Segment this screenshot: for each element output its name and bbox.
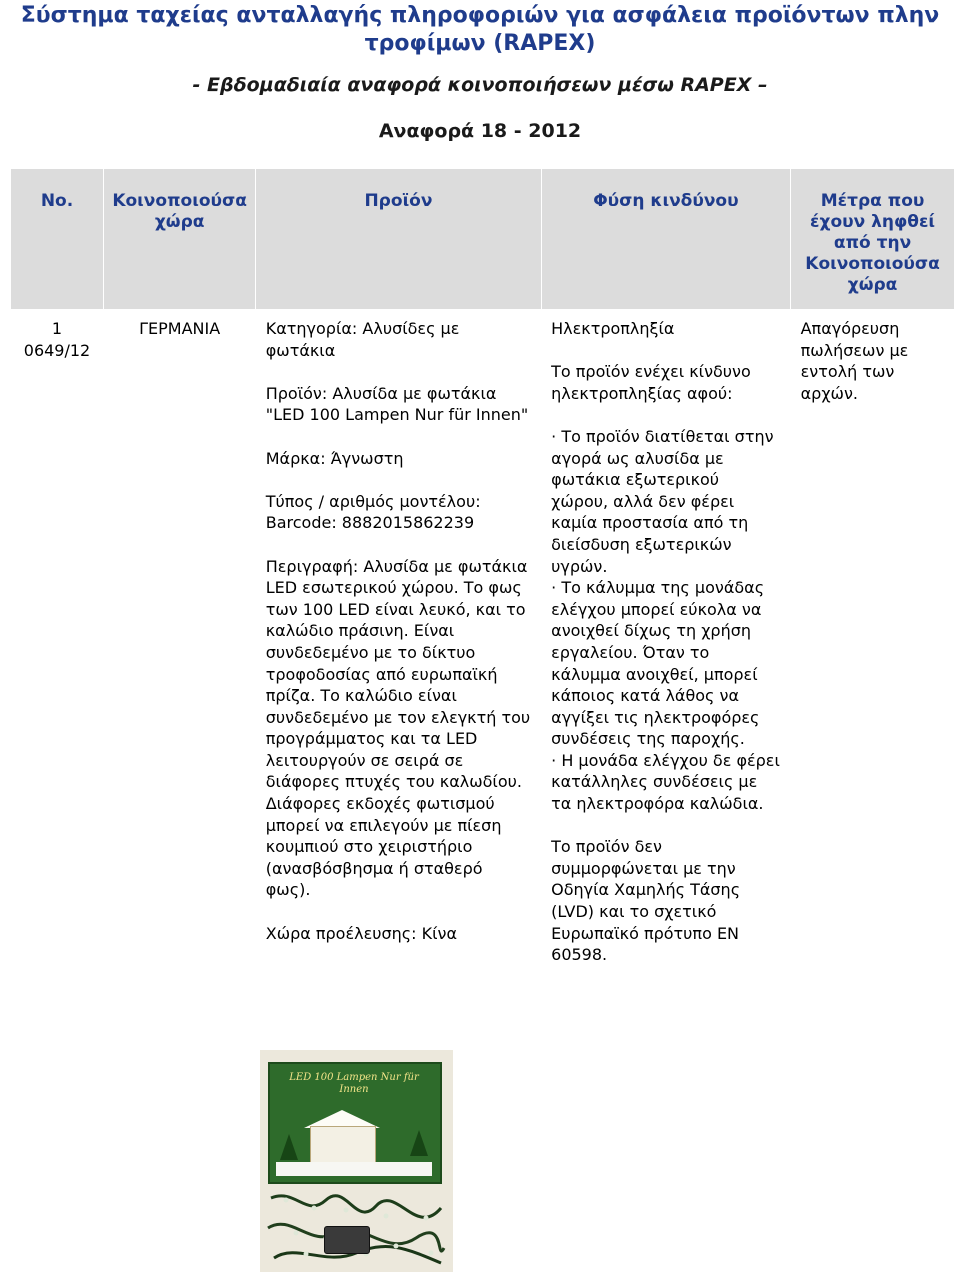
column-header-product: Προϊόν (256, 169, 541, 310)
risk-intro: Το προϊόν ενέχει κίνδυνο ηλεκτροπληξίας αφού: (551, 362, 751, 403)
page-title: Σύστημα ταχείας ανταλλαγής πληροφοριών για ασφάλεια προϊόντων πλην τροφίμων (RAPEX) (20, 3, 940, 56)
controller-adapter-icon (324, 1226, 370, 1254)
row-reference: 0649/12 (23, 340, 91, 360)
risk-type: Ηλεκτροπληξία (551, 319, 675, 338)
measures-taken: Απαγόρευση πωλήσεων με εντολή των αρχών. (800, 319, 909, 403)
cell-measures (791, 310, 955, 988)
tree-icon (410, 1130, 428, 1156)
table-row (11, 310, 955, 988)
product-box-label: LED 100 Lampen Nur für Innen (289, 1072, 419, 1095)
notifying-country: ΓΕΡΜΑΝΙΑ (139, 319, 221, 338)
product-box-image (268, 1062, 442, 1184)
product-brand: Μάρκα: Άγνωστη (265, 448, 404, 468)
table-header-row (11, 169, 955, 310)
column-header-country: Κοινοποιούσα χώρα (104, 169, 256, 310)
column-header-measures: Μέτρα που έχουν ληφθεί από την Κοινοποιούσα χώρα (791, 169, 955, 310)
column-header-no: No. (11, 169, 104, 310)
risk-point-2: · Το κάλυμμα της μονάδας ελέγχου μπορεί εύκολα να ανοιχθεί δίχως τη χρήση εργαλείου. Όταν το κάλυμμα ανοιχθεί, μπορεί κάποιος κατά λάθος να αγγίξει τις ηλεκτροφόρες συνδέσεις της παροχής. (551, 578, 765, 749)
row-number: 1 (51, 319, 63, 338)
risk-point-3: · Η μονάδα ελέγχου δε φέρει κατάλληλες συνδέσεις με τα ηλεκτροφόρα καλώδια. (551, 750, 780, 814)
notifications-table (10, 168, 955, 987)
tree-icon (280, 1134, 298, 1160)
report-number: Αναφορά 18 - 2012 (378, 120, 582, 142)
product-type: Τύπος / αριθμός μοντέλου: Barcode: 8882015862239 (265, 491, 481, 533)
snow-ground (276, 1162, 432, 1176)
cell-country (104, 310, 256, 988)
risk-conformity: Το προϊόν δεν συμμορφώνεται με την Οδηγία Χαμηλής Τάσης (LVD) και το σχετικό Ευρωπαϊκό πρότυπο EN 60598. (551, 837, 741, 965)
column-header-risk: Φύση κινδύνου (541, 169, 790, 310)
product-description: Περιγραφή: Αλυσίδα με φωτάκια LED εσωτερικού χώρου. Το φως των 100 LED είναι λευκό, και το καλώδιο πράσινη. Είναι συνδεδεμένο με το δίκτυο τροφοδοσίας από ευρωπαϊκή πρίζα. Το καλώδιο είναι συνδεδεμένο με τον ελεγκτή του προγράμματος και τα LED λειτουργούν σε σειρά σε διάφορες πτυχές του καλωδίου. Διάφορες εκδοχές φωτισμού μπορεί να επιλεγούν με πίεση κουμπιού στο χειριστήριο (ανασβόσβησμα ή σταθερό φως). (265, 556, 531, 900)
report-subtitle: - Εβδομαδιαία αναφορά κοινοποιήσεων μέσω RAPEX – (192, 74, 768, 96)
product-name: Προϊόν: Αλυσίδα με φωτάκια "LED 100 Lampen Nur für Innen" (265, 383, 529, 425)
product-photo (260, 1050, 453, 1272)
cell-product (256, 310, 541, 988)
product-origin: Χώρα προέλευσης: Κίνα (265, 923, 458, 943)
cell-risk (541, 310, 790, 988)
risk-point-1: · Το προϊόν διατίθεται στην αγορά ως αλυσίδα με φωτάκια εξωτερικού χώρου, αλλά δεν φέρει καμία προστασία από τη διείσδυση εξωτερικών υγρών. (551, 426, 774, 576)
product-category: Κατηγορία: Αλυσίδες με φωτάκια (265, 319, 460, 360)
cell-number (11, 310, 104, 988)
